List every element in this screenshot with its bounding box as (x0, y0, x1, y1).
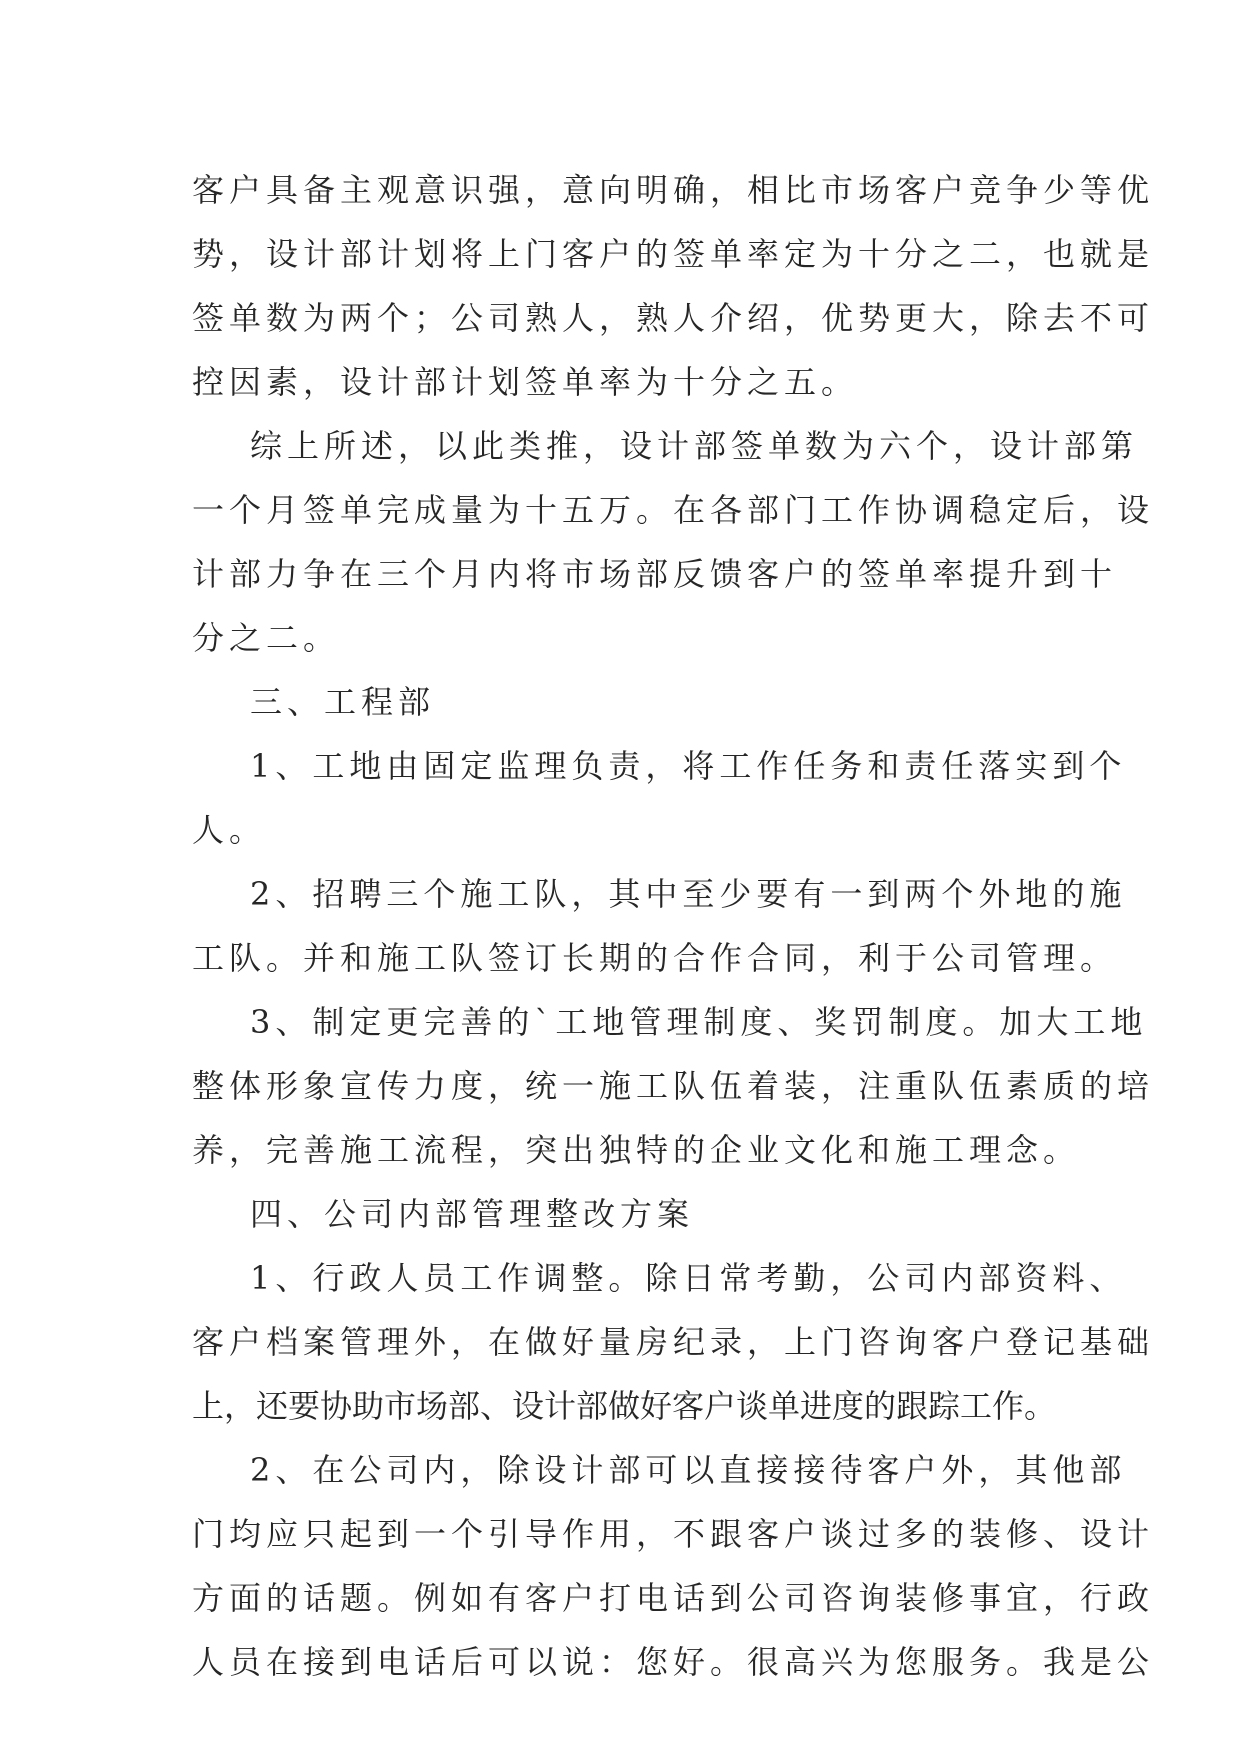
document-body (192, 158, 1155, 1694)
text-line: 1、行政人员工作调整。除日常考勤，公司内部资料、 (250, 1259, 1127, 1297)
text-line: 3、制定更完善的`工地管理制度、奖罚制度。加大工地 (250, 1003, 1148, 1041)
text-line: 方面的话题。例如有客户打电话到公司咨询装修事宜，行政 (192, 1579, 1155, 1617)
text-line: 三、工程部 (250, 683, 436, 721)
text-line: 养，完善施工流程，突出独特的企业文化和施工理念。 (192, 1131, 1081, 1169)
text-line: 上，还要协助市场部、设计部做好客户谈单进度的跟踪工作。 (192, 1387, 1057, 1425)
text-line: 2、招聘三个施工队，其中至少要有一到两个外地的施 (250, 875, 1127, 913)
text-line: 四、公司内部管理整改方案 (250, 1195, 695, 1233)
text-line: 势，设计部计划将上门客户的签单率定为十分之二，也就是 (192, 235, 1155, 273)
text-line: 人。 (192, 811, 267, 849)
text-line: 客户具备主观意识强，意向明确，相比市场客户竞争少等优 (192, 171, 1155, 209)
text-line: 2、在公司内，除设计部可以直接接待客户外，其他部 (250, 1451, 1127, 1489)
text-line: 门均应只起到一个引导作用，不跟客户谈过多的装修、设计 (192, 1515, 1155, 1553)
text-line: 控因素，设计部计划签单率为十分之五。 (192, 363, 859, 401)
text-line: 整体形象宣传力度，统一施工队伍着装，注重队伍素质的培 (192, 1067, 1155, 1105)
text-line: 人员在接到电话后可以说：您好。很高兴为您服务。我是公 (192, 1643, 1155, 1681)
text-line: 一个月签单完成量为十五万。在各部门工作协调稳定后，设 (192, 491, 1155, 529)
text-line: 1、工地由固定监理负责，将工作任务和责任落实到个 (250, 747, 1127, 785)
text-line: 客户档案管理外，在做好量房纪录，上门咨询客户登记基础 (192, 1323, 1155, 1361)
text-line: 签单数为两个；公司熟人，熟人介绍，优势更大，除去不可 (192, 299, 1155, 337)
text-line: 综上所述，以此类推，设计部签单数为六个，设计部第 (250, 427, 1139, 465)
text-line: 计部力争在三个月内将市场部反馈客户的签单率提升到十 (192, 555, 1118, 593)
text-line: 工队。并和施工队签订长期的合作合同，利于公司管理。 (192, 939, 1118, 977)
text-line: 分之二。 (192, 619, 341, 657)
